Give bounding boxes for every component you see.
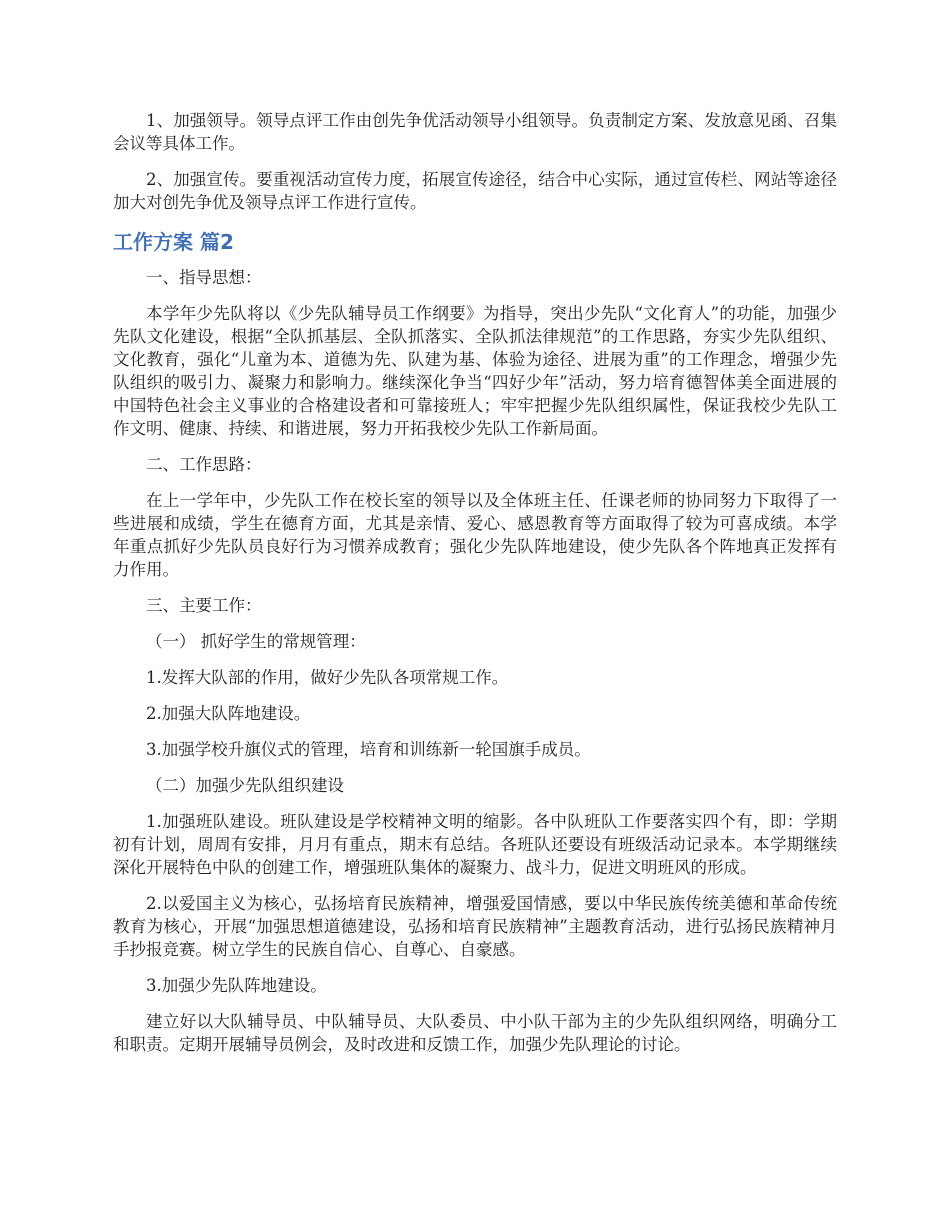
paragraph-strengthen-publicity: 2、加强宣传。要重视活动宣传力度，拓展宣传途径，结合中心实际，通过宣传栏、网站等途径加大对创先争优及领导点评工作进行宣传。 (113, 170, 837, 212)
subheading-routine-management: （一） 抓好学生的常规管理： (146, 632, 366, 651)
heading-guiding-ideology: 一、指导思想： (146, 268, 262, 287)
heading-work-approach: 二、工作思路： (146, 455, 262, 474)
section-title: 工作方案 篇2 (113, 230, 234, 254)
document-page (113, 109, 837, 1069)
list-item: 1.发挥大队部的作用，做好少先队各项常规工作。 (146, 668, 509, 687)
paragraph-organization-network: 建立好以大队辅导员、中队辅导员、大队委员、中小队干部为主的少先队组织网络，明确分工和职责。定期开展辅导员例会，及时改进和反馈工作，加强少先队理论的讨论。 (113, 1012, 837, 1054)
list-item: 3.加强学校升旗仪式的管理，培育和训练新一轮国旗手成员。 (146, 740, 591, 759)
list-item: 2.加强大队阵地建设。 (146, 704, 311, 723)
paragraph-work-approach: 在上一学年中，少先队工作在校长室的领导以及全体班主任、任课老师的协同努力下取得了一些进展和成绩，学生在德育方面，尤其是亲情、爱心、感恩教育等方面取得了较为可喜成绩。本学年重点抓好少先队员良好行为习惯养成教育；强化少先队阵地建设，使少先队各个阵地真正发挥有力作用。 (113, 491, 837, 579)
list-item: 2.以爱国主义为核心，弘扬培育民族精神，增强爱国情感，要以中华民族传统美德和革命传统教育为核心，开展“加强思想道德建设，弘扬和培育民族精神”主题教育活动，进行弘扬民族精神月手抄报竞赛。树立学生的民族自信心、自尊心、自豪感。 (113, 894, 837, 959)
list-item: 1.加强班队建设。班队建设是学校精神文明的缩影。各中队班队工作要落实四个有，即：学期初有计划，周周有安排，月月有重点，期末有总结。各班队还要设有班级活动记录本。本学期继续深化开展特色中队的创建工作，增强班队集体的凝聚力、战斗力，促进文明班风的形成。 (113, 812, 837, 877)
list-item: 3.加强少先队阵地建设。 (146, 976, 327, 995)
subheading-organization-building: （二）加强少先队组织建设 (146, 776, 344, 795)
heading-main-work: 三、主要工作： (146, 596, 262, 615)
paragraph-strengthen-leadership: 1、加强领导。领导点评工作由创先争优活动领导小组领导。负责制定方案、发放意见函、召集会议等具体工作。 (113, 111, 837, 153)
paragraph-guiding-ideology: 本学年少先队将以《少先队辅导员工作纲要》为指导，突出少先队“文化育人”的功能，加强少先队文化建设，根据“全队抓基层、全队抓落实、全队抓法律规范”的工作思路，夯实少先队组织、文化教育，强化“儿童为本、道德为先、队建为基、体验为途径、进展为重”的工作理念，增强少先队组织的吸引力、凝聚力和影响力。继续深化争当“四好少年”活动，努力培育德智体美全面进展的中国特色社会主义事业的合格建设者和可靠接班人；牢牢把握少先队组织属性，保证我校少先队工作文明、健康、持续、和谐进展，努力开拓我校少先队工作新局面。 (113, 304, 837, 438)
